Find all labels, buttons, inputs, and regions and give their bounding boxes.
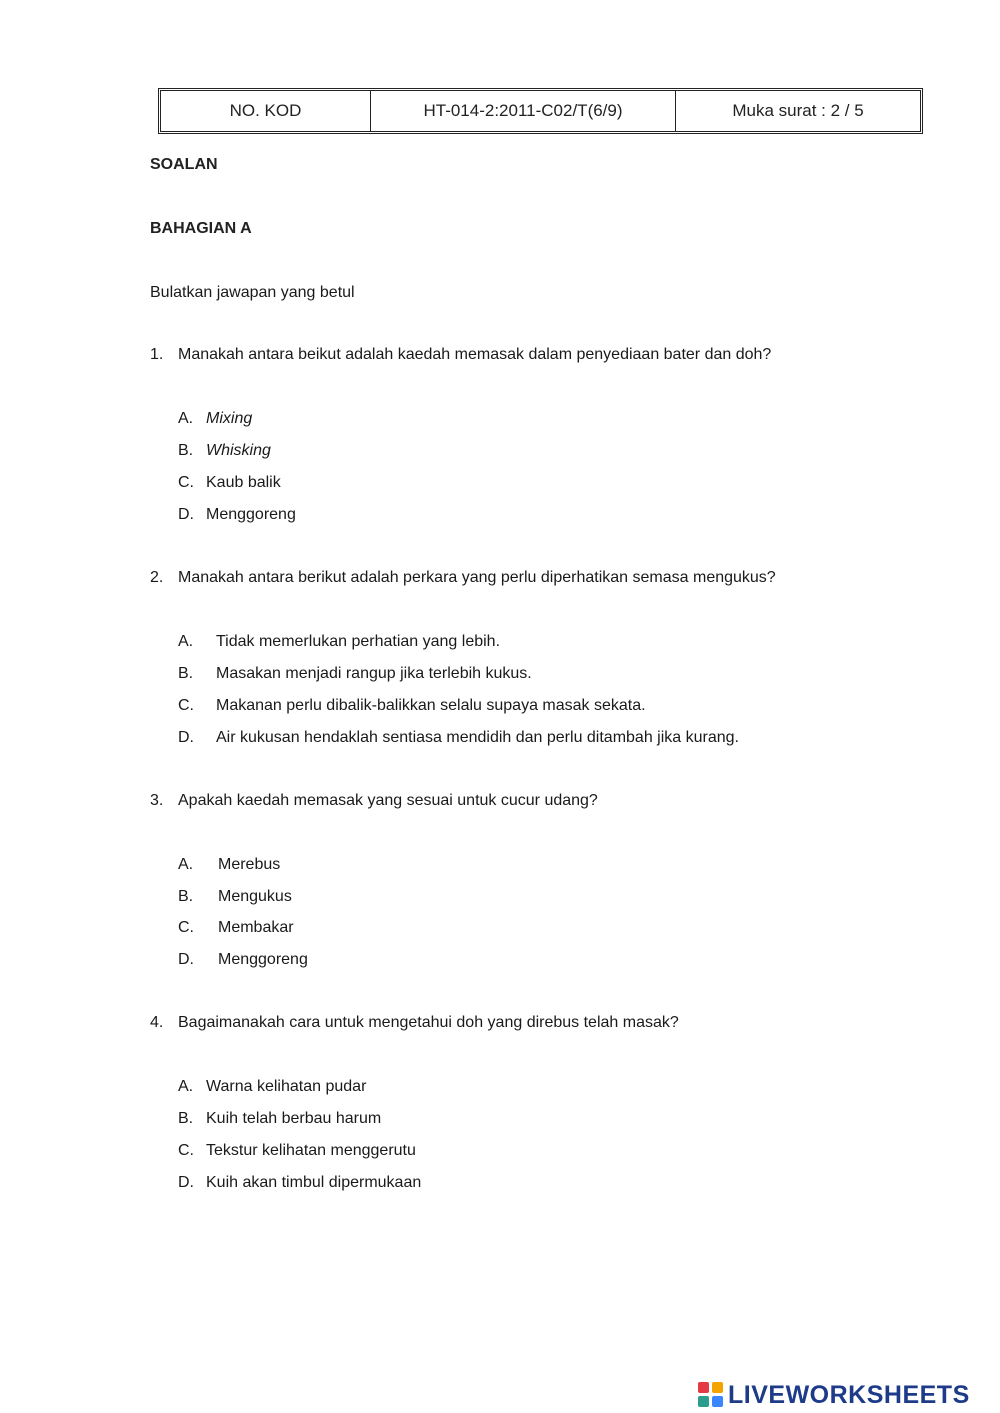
option-text: Kuih akan timbul dipermukaan (206, 1174, 422, 1191)
logo-square (698, 1382, 709, 1393)
option-letter: C. (178, 1142, 194, 1159)
question-4 (150, 1014, 679, 1032)
instruction: Bulatkan jawapan yang betul (150, 284, 355, 301)
logo-square (712, 1382, 723, 1393)
question-text: Bagaimanakah cara untuk mengetahui doh yang direbus telah masak? (178, 1014, 679, 1031)
code-label: NO. KOD (161, 91, 371, 131)
q2-option-d[interactable] (178, 729, 739, 747)
q3-option-a[interactable] (178, 856, 280, 874)
header-table (158, 88, 923, 134)
q1-option-d[interactable] (178, 506, 296, 524)
liveworksheets-logo[interactable] (698, 1378, 970, 1412)
option-letter: C. (178, 919, 194, 936)
q4-option-d[interactable] (178, 1174, 421, 1192)
option-letter: B. (178, 888, 194, 905)
question-3 (150, 792, 598, 810)
option-text: Air kukusan hendaklah sentiasa mendidih dan perlu ditambah jika kurang. (216, 729, 739, 746)
q2-option-a[interactable] (178, 633, 500, 651)
option-letter: A. (178, 633, 194, 650)
question-text: Manakah antara berikut adalah perkara yang perlu diperhatikan semasa mengukus? (178, 569, 776, 586)
option-text: Membakar (218, 919, 294, 936)
q3-option-c[interactable] (178, 919, 294, 937)
section-heading: BAHAGIAN A (150, 220, 252, 237)
option-letter: A. (178, 1078, 194, 1095)
question-2 (150, 569, 776, 587)
option-letter: B. (178, 1110, 194, 1127)
question-number: 1. (150, 346, 164, 363)
option-letter: A. (178, 410, 194, 427)
logo-square (712, 1396, 723, 1407)
q1-option-a[interactable] (178, 410, 252, 428)
option-text: Mixing (206, 410, 253, 427)
question-text: Apakah kaedah memasak yang sesuai untuk cucur udang? (178, 792, 598, 809)
option-letter: C. (178, 474, 194, 491)
option-text: Tekstur kelihatan menggerutu (206, 1142, 416, 1159)
code-value: HT-014-2:2011-C02/T(6/9) (371, 91, 676, 131)
option-text: Kuih telah berbau harum (206, 1110, 382, 1127)
option-letter: B. (178, 665, 194, 682)
option-letter: A. (178, 856, 194, 873)
brand-text: LIVEWORKSHEETS (728, 1380, 970, 1409)
q2-option-b[interactable] (178, 665, 532, 683)
option-letter: D. (178, 1174, 194, 1191)
option-text: Kaub balik (206, 474, 281, 491)
option-text: Whisking (206, 442, 271, 459)
logo-square (698, 1396, 709, 1407)
option-text: Masakan menjadi rangup jika terlebih kukus. (216, 665, 532, 682)
q3-option-d[interactable] (178, 951, 308, 969)
option-text: Menggoreng (206, 506, 296, 523)
option-text: Tidak memerlukan perhatian yang lebih. (216, 633, 501, 650)
option-text: Mengukus (218, 888, 292, 905)
option-letter: B. (178, 442, 194, 459)
option-text: Menggoreng (218, 951, 308, 968)
option-text: Warna kelihatan pudar (206, 1078, 367, 1095)
question-number: 2. (150, 569, 164, 586)
q4-option-a[interactable] (178, 1078, 366, 1096)
liveworksheets-icon (698, 1382, 724, 1408)
question-number: 3. (150, 792, 164, 809)
q1-option-b[interactable] (178, 442, 271, 460)
q1-option-c[interactable] (178, 474, 281, 492)
q4-option-c[interactable] (178, 1142, 416, 1160)
option-letter: D. (178, 729, 194, 746)
q4-option-b[interactable] (178, 1110, 381, 1128)
question-text: Manakah antara beikut adalah kaedah memasak dalam penyediaan bater dan doh? (178, 346, 772, 363)
option-letter: D. (178, 951, 194, 968)
q3-option-b[interactable] (178, 888, 292, 906)
question-number: 4. (150, 1014, 164, 1031)
page-title: SOALAN (150, 156, 218, 173)
question-1 (150, 346, 771, 364)
page-info: Muka surat : 2 / 5 (732, 101, 864, 120)
q2-option-c[interactable] (178, 697, 646, 715)
option-letter: C. (178, 697, 194, 714)
option-text: Merebus (218, 856, 281, 873)
option-letter: D. (178, 506, 194, 523)
option-text: Makanan perlu dibalik-balikkan selalu supaya masak sekata. (216, 697, 646, 714)
